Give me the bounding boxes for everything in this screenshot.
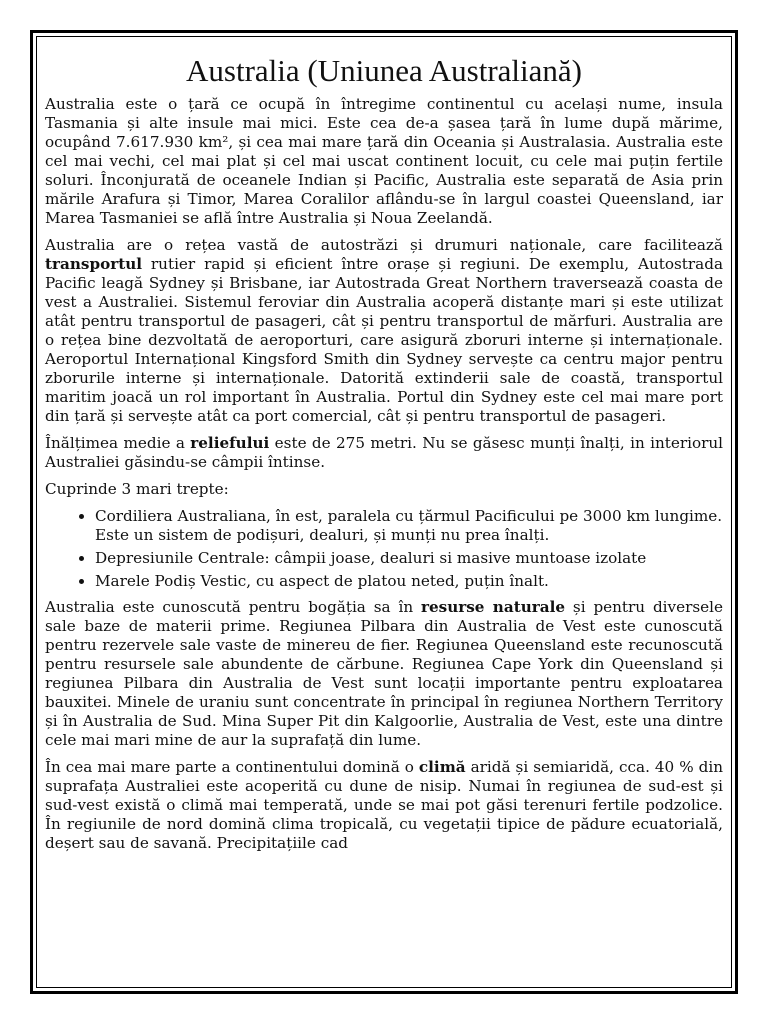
keyword-relief: reliefului — [190, 434, 270, 452]
keyword-resources: resurse naturale — [421, 598, 566, 616]
paragraph-relief-text-before: Înălțimea medie a — [45, 434, 191, 452]
list-item: • Cordiliera Australiana, în est, paralela cu țărmul Pacificului pe 3000 km lungime. Este un sistem de podișuri, dealuri, și munți nu prea înalți. — [95, 507, 723, 545]
page-border-inner — [36, 36, 732, 988]
paragraph-climate-text-before: În cea mai mare parte a continentului domină o — [45, 758, 419, 776]
paragraph-relief — [45, 434, 723, 472]
keyword-climate: climă — [418, 758, 466, 776]
list-item: • Depresiunile Centrale: câmpii joase, dealuri si masive muntoase izolate — [95, 549, 723, 568]
relief-steps-list — [45, 507, 723, 591]
document-body — [45, 53, 723, 861]
paragraph-climate-text-after: aridă și semiaridă, cca. 40 % din suprafața Australiei este acoperită cu dune de nisip. Numai în regiunea de sud-est și sud-vest există o climă mai temperată, unde se mai pot găsi terenuri fertile podzolice. În regiunile de nord domină clima tropicală, cu vegetații tipice de pădure ecuatorială, deșert sau de savană. Precipitațiile cad — [45, 758, 723, 852]
paragraph-steps-intro: Cuprinde 3 mari trepte: — [45, 480, 229, 498]
paragraph-intro: Australia este o țară ce ocupă în întregime continentul cu același nume, insula Tasmania și alte insule mai mici. Este cea de-a șasea țară în lume după mărime, ocupând 7.617.930 km², și cea mai mare țară din Oceania și Australasia. Australia este cel mai vechi, cel mai plat și cel mai uscat continent locuit, cu cele mai puțin fertile soluri. Înconjurată de oceanele Indian și Pacific, Australia este separată de Asia prin mările Arafura și Timor, Marea Coralilor aflându-se în largul coastei Queensland, iar Marea Tasmaniei se află între Australia și Noua Zeelandă. — [45, 95, 723, 227]
keyword-transport: transportul — [45, 255, 143, 273]
page-border-outer — [30, 30, 738, 994]
page-title: Australia (Uniunea Australiană) — [186, 53, 582, 88]
paragraph-relief-text-after: este de 275 metri. Nu se găsesc munți înalți, in interiorul Australiei găsindu-se câmpii întinse. — [45, 434, 724, 471]
paragraph-transport-text-before: Australia are o rețea vastă de autostrăzi și drumuri naționale, care facilitează — [45, 236, 723, 254]
paragraph-resources-text-before: Australia este cunoscută pentru bogăția sa în — [45, 598, 421, 616]
paragraph-climate — [45, 758, 723, 853]
paragraph-transport-text-after: rutier rapid și eficient între orașe și regiuni. De exemplu, Autostrada Pacific leagă Sydney și Brisbane, iar Autostrada Great Northern traversează coasta de vest a Australiei. Sistemul feroviar din Australia acoperă distanțe mari și este utilizat atât pentru transportul de pasageri, cât și pentru transportul de mărfuri. Australia are o rețea bine dezvoltată de aeroporturi, care asigură zboruri interne și internaționale. Aeroportul Internațional Kingsford Smith din Sydney servește ca centru major pentru zborurile interne și internaționale. Datorită extinderii sale de coastă, transportul maritim joacă un rol important în Australia. Portul din Sydney este cel mai mare port din țară și servește atât ca port comercial, cât și pentru transportul de pasageri. — [45, 255, 723, 425]
paragraph-resources — [45, 598, 723, 750]
paragraph-resources-text-after: și pentru diversele sale baze de materii prime. Regiunea Pilbara din Australia de Vest este cunoscută pentru rezervele sale vaste de minereu de fier. Regiunea Queensland este recunoscută pentru resursele sale abundente de cărbune. Regiunea Cape York din Queensland și regiunea Pilbara din Australia de Vest sunt locații importante pentru exploatarea bauxitei. Minele de uraniu sunt concentrate în principal în regiunea Northern Territory și în Australia de Sud. Mina Super Pit din Kalgoorlie, Australia de Vest, este una dintre cele mai mari mine de aur la suprafață din lume. — [45, 598, 723, 749]
paragraph-transport — [45, 236, 723, 426]
list-item: • Marele Podiș Vestic, cu aspect de platou neted, puțin înalt. — [95, 572, 723, 591]
